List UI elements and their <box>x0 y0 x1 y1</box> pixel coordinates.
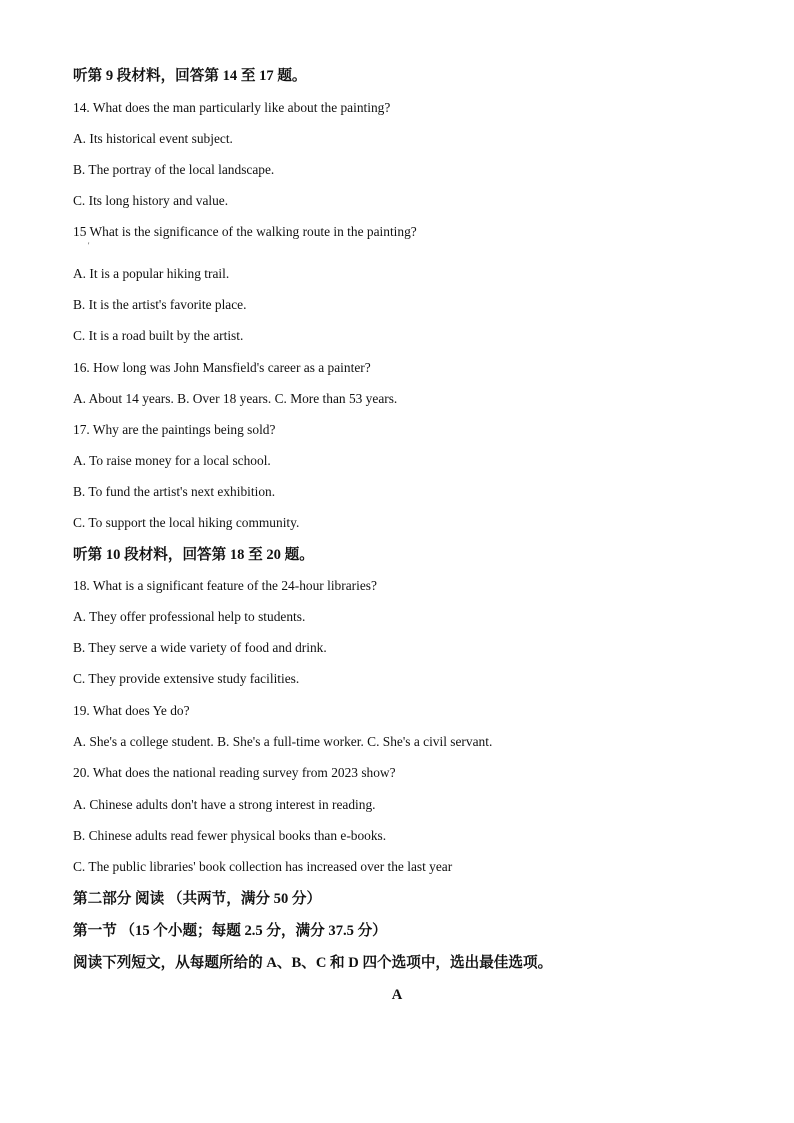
question-18-option-a: A. They offer professional help to students. <box>73 609 306 624</box>
part-2-heading: 第二部分 阅读 （共两节，满分 50 分） <box>73 891 322 907</box>
question-20-option-b: B. Chinese adults read fewer physical books than e-books. <box>73 828 387 843</box>
section-10-heading: 听第 10 段材料，回答第 18 至 20 题。 <box>73 547 314 563</box>
question-15-option-a: A. It is a popular hiking trail. <box>73 266 230 281</box>
scan-mark: ' <box>88 241 90 250</box>
question-19-stem: 19. What does Ye do? <box>73 703 190 718</box>
section-9-heading: 听第 9 段材料，回答第 14 至 17 题。 <box>73 68 307 84</box>
question-14-option-c: C. Its long history and value. <box>73 193 229 208</box>
passage-label: A <box>391 987 403 1003</box>
question-17-option-c: C. To support the local hiking community. <box>73 515 300 530</box>
question-16-options: A. About 14 years. B. Over 18 years. C. More than 53 years. <box>73 391 398 406</box>
question-18-option-c: C. They provide extensive study facilities. <box>73 671 300 686</box>
question-20-stem: 20. What does the national reading survey from 2023 show? <box>73 765 396 780</box>
question-14-stem: 14. What does the man particularly like about the painting? <box>73 100 391 115</box>
question-17-option-b: B. To fund the artist's next exhibition. <box>73 484 276 499</box>
question-14-option-a: A. Its historical event subject. <box>73 131 233 146</box>
question-15-option-c: C. It is a road built by the artist. <box>73 328 244 343</box>
question-14-option-b: B. The portray of the local landscape. <box>73 162 275 177</box>
question-18-stem: 18. What is a significant feature of the 24-hour libraries? <box>73 578 377 593</box>
question-15-stem: 15 What is the significance of the walking route in the painting? <box>73 224 417 239</box>
reading-instruction: 阅读下列短文，从每题所给的 A、B、C 和 D 四个选项中，选出最佳选项。 <box>73 955 553 971</box>
question-15-option-b: B. It is the artist's favorite place. <box>73 297 247 312</box>
question-19-options: A. She's a college student. B. She's a full-time worker. C. She's a civil servant. <box>73 734 493 749</box>
question-17-option-a: A. To raise money for a local school. <box>73 453 271 468</box>
question-16-stem: 16. How long was John Mansfield's career as a painter? <box>73 360 371 375</box>
question-20-option-c: C. The public libraries' book collection has increased over the last year <box>73 859 453 874</box>
part-2-section-1-heading: 第一节 （15 个小题；每题 2.5 分，满分 37.5 分） <box>73 923 387 939</box>
question-20-option-a: A. Chinese adults don't have a strong interest in reading. <box>73 797 376 812</box>
question-17-stem: 17. Why are the paintings being sold? <box>73 422 276 437</box>
question-18-option-b: B. They serve a wide variety of food and drink. <box>73 640 327 655</box>
